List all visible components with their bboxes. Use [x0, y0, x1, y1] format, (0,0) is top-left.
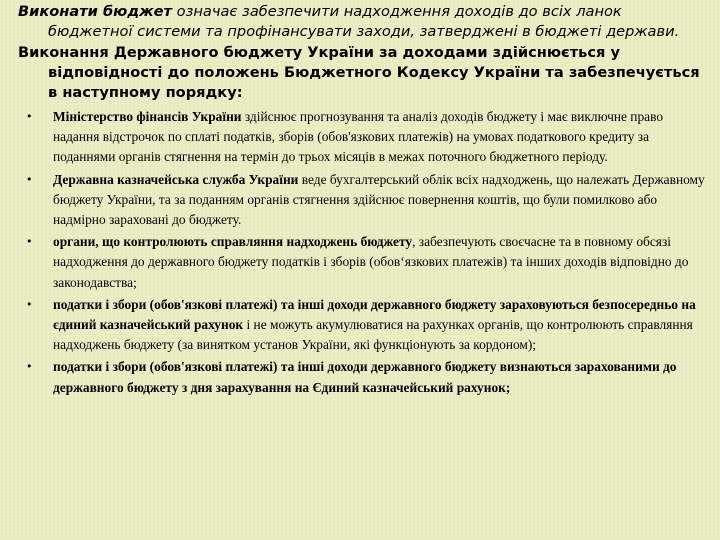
intro-term: Виконати бюджет: [18, 3, 173, 20]
bullet-icon: •: [26, 360, 33, 374]
bullet-list: [18, 107, 710, 398]
list-item: [18, 170, 710, 231]
list-item: [18, 107, 710, 168]
bullet-icon: •: [26, 297, 33, 311]
item-bold: податки і збори (обов'язкові платежі) та інші доходи державного бюджету визнаються зарахованими до державного бюджету з дня зарахування на Єдиний казначейський рахунок;: [53, 359, 677, 395]
list-item: [18, 295, 710, 356]
bullet-icon: •: [26, 235, 33, 249]
bullet-icon: •: [26, 172, 33, 186]
list-item: [18, 357, 710, 397]
item-text: веде бухгалтерський облік всіх надходжень, що належать Державному бюджету України, та за поданням органів стягнення здійснює повернення коштів, що були помилково або надмірно зараховані до бюджету.: [53, 171, 705, 228]
section-heading: Виконання Державного бюджету України за доходами здійснюється у відповідності до положень Бюджетного Кодексу України та забезпечується в наступному порядку:: [18, 44, 700, 101]
item-bold: Державна казначейська служба України: [53, 171, 299, 187]
item-text: , забезпечують своєчасне та в повному обсязі надходження до державного бюджету податків і зборів (обов‘язкових платежів) та інших доходів відповідно до законодавства;: [53, 234, 689, 290]
intro-paragraph: [18, 2, 710, 42]
item-text: здійснює прогнозування та аналіз доходів бюджету і має виключне право надання відстрочок по сплаті податків, зборів (обов'язкових платежів) на умовах податкового кредиту за поданнями органів стягнення на термін до трьох місяців в межах поточного бюджетного періоду.: [53, 109, 664, 165]
list-item: [18, 232, 710, 293]
item-bold: Міністерство фінансів України: [53, 109, 242, 124]
intro-text: означає забезпечити надходження доходів до всіх ланок бюджетної системи та профінансувати заходи, затверджені в бюджеті держави.: [48, 3, 680, 40]
bullet-icon: •: [26, 110, 33, 123]
item-bold: податки і збори (обов'язкові платежі) та інші доходи державного бюджету зараховуються безпосередньо на єдиний казначейський рахунок: [53, 296, 696, 333]
item-text: і не можуть акумулюватися на рахунках органів, що контролюють справляння надходжень бюджету (за винятком установ України, які функціонують за кордоном);: [53, 317, 693, 353]
item-bold: органи, що контролюють справляння надходжень бюджету: [53, 234, 413, 250]
